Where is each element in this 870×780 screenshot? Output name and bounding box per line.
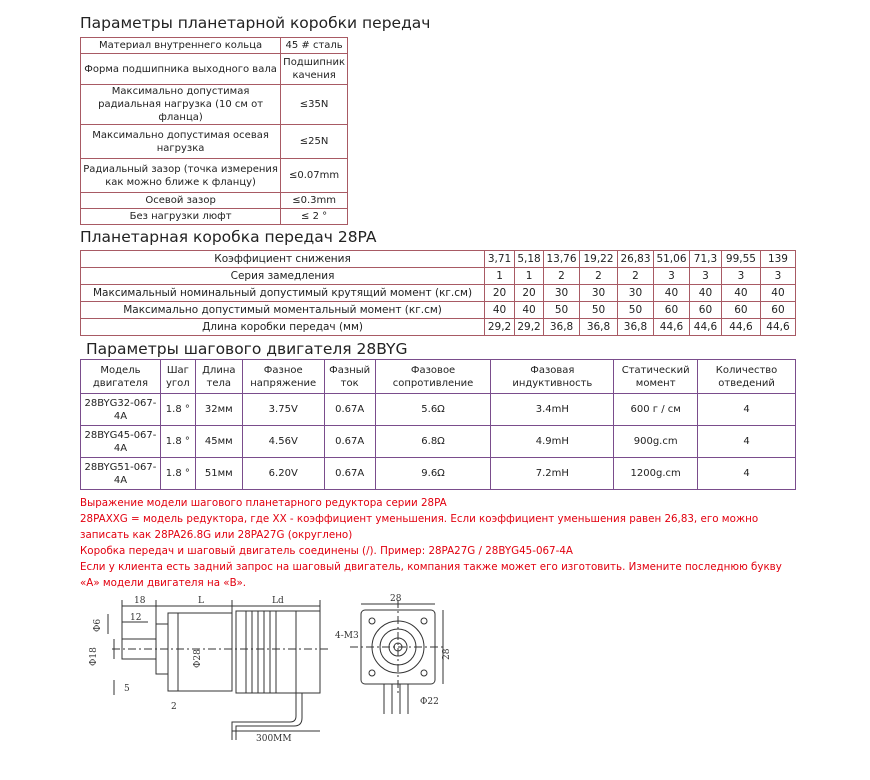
dimension-drawing [0, 590, 870, 780]
table-row [81, 458, 796, 490]
dim-5: 5 [124, 684, 130, 694]
spec-value: 2 [544, 268, 580, 285]
table-row [81, 85, 348, 125]
spec-value: 40 [760, 285, 795, 302]
table-header-row [81, 360, 796, 394]
spec-label: Коэффициент снижения [81, 251, 485, 268]
motor-spec: 51мм [195, 458, 242, 490]
motor-spec: 6.8Ω [375, 426, 491, 458]
spec-label: Максимально допустимый моментальный момент (кг.см) [81, 302, 485, 319]
dim-Ld: Ld [272, 596, 284, 606]
spec-value: 60 [653, 302, 689, 319]
spec-value: 44,6 [653, 319, 689, 336]
spec-value: 3 [721, 268, 760, 285]
param-label: Осевой зазор [81, 193, 281, 209]
table-row [81, 159, 348, 193]
spec-value: 1 [515, 268, 544, 285]
spec-value: 36,8 [544, 319, 580, 336]
dim-300mm: 300MM [256, 734, 292, 744]
spec-value: 71,3 [689, 251, 721, 268]
table-row [81, 38, 348, 54]
motor-spec: 9.6Ω [375, 458, 491, 490]
dim-12: 12 [130, 613, 142, 623]
param-value: Подшипник качения [281, 54, 348, 85]
gearbox-params-table [80, 37, 348, 225]
spec-value: 19,22 [580, 251, 618, 268]
motor-spec: 4 [698, 426, 796, 458]
table-row [81, 251, 796, 268]
spec-value: 36,8 [618, 319, 654, 336]
param-value: ≤25N [281, 125, 348, 159]
motor-spec: 900g.cm [614, 426, 698, 458]
dim-4-m3: 4-M3 [335, 631, 359, 641]
spec-value: 40 [653, 285, 689, 302]
motor-spec: 0.67A [324, 426, 375, 458]
motor-spec: 3.75V [242, 394, 324, 426]
dim-18: 18 [134, 596, 146, 606]
column-header: Шаг угол [160, 360, 195, 394]
column-header: Фазовая индуктивность [491, 360, 614, 394]
spec-value: 40 [485, 302, 515, 319]
motor-model: 28BYG32-067-4A [81, 394, 161, 426]
spec-value: 50 [544, 302, 580, 319]
motor-body [236, 611, 320, 693]
spec-value: 3 [653, 268, 689, 285]
motor-spec: 4 [698, 394, 796, 426]
note-connection-example: Коробка передач и шаговый двигатель соединены (/). Пример: 28PA27G / 28BYG45-067-4A [80, 545, 573, 557]
spec-value: 44,6 [721, 319, 760, 336]
spec-value: 60 [721, 302, 760, 319]
motor-spec: 600 г / см [614, 394, 698, 426]
spec-label: Серия замедления [81, 268, 485, 285]
spec-value: 51,06 [653, 251, 689, 268]
spec-value: 40 [689, 285, 721, 302]
spec-value: 99,55 [721, 251, 760, 268]
dim-phi28: Φ28 [193, 649, 203, 668]
motor-model: 28BYG51-067-4A [81, 458, 161, 490]
spec-value: 30 [544, 285, 580, 302]
gearbox-28pa-title: Планетарная коробка передач 28PA [80, 228, 377, 246]
spec-value: 36,8 [580, 319, 618, 336]
table-row [81, 193, 348, 209]
param-label: Максимально допустимая радиальная нагрузка (10 см от фланца) [81, 85, 281, 125]
gearbox-28pa-table [80, 250, 796, 336]
motor-spec: 4 [698, 458, 796, 490]
motor-spec: 1.8 ° [160, 458, 195, 490]
spec-value: 44,6 [760, 319, 795, 336]
spec-value: 26,83 [618, 251, 654, 268]
spec-value: 5,18 [515, 251, 544, 268]
spec-value: 60 [689, 302, 721, 319]
note-rear-shaft: Если у клиента есть задний запрос на шаговый двигатель, компания также может его изготовить. Измените последнюю букву «A» модели двигателя на «B». [80, 561, 782, 589]
table-row [81, 125, 348, 159]
column-header: Длина тела [195, 360, 242, 394]
spec-value: 40 [721, 285, 760, 302]
note-model-expression: Выражение модели шагового планетарного редуктора серии 28PA [80, 497, 447, 509]
spec-value: 29,2 [485, 319, 515, 336]
gearbox-params-title: Параметры планетарной коробки передач [80, 14, 431, 32]
motor-spec: 4.56V [242, 426, 324, 458]
motor-spec: 3.4mH [491, 394, 614, 426]
param-value: ≤ 2 ° [281, 209, 348, 225]
motor-spec: 32мм [195, 394, 242, 426]
dim-phi18: Φ18 [89, 647, 99, 666]
param-label: Форма подшипника выходного вала [81, 54, 281, 85]
spec-value: 3 [760, 268, 795, 285]
motor-spec: 1200g.cm [614, 458, 698, 490]
column-header: Модель двигателя [81, 360, 161, 394]
dim-front-28-side: 28 [442, 648, 452, 660]
spec-value: 60 [760, 302, 795, 319]
param-value: ≤35N [281, 85, 348, 125]
spec-value: 3,71 [485, 251, 515, 268]
motor-spec: 6.20V [242, 458, 324, 490]
spec-label: Длина коробки передач (мм) [81, 319, 485, 336]
param-label: Радиальный зазор (точка измерения как можно ближе к фланцу) [81, 159, 281, 193]
spec-value: 20 [515, 285, 544, 302]
spec-value: 50 [580, 302, 618, 319]
stepper-table [80, 359, 796, 490]
motor-spec: 45мм [195, 426, 242, 458]
dim-phi22: Φ22 [420, 697, 439, 707]
spec-value: 20 [485, 285, 515, 302]
spec-value: 30 [618, 285, 654, 302]
spec-value: 2 [618, 268, 654, 285]
param-value: ≤0.07mm [281, 159, 348, 193]
motor-spec: 0.67A [324, 458, 375, 490]
dim-2: 2 [171, 702, 177, 712]
dim-L: L [198, 596, 204, 606]
motor-spec: 1.8 ° [160, 426, 195, 458]
column-header: Фазовое сопротивление [375, 360, 491, 394]
param-label: Максимально допустимая осевая нагрузка [81, 125, 281, 159]
spec-value: 40 [515, 302, 544, 319]
column-header: Количество отведений [698, 360, 796, 394]
dim-front-28-top: 28 [390, 594, 402, 604]
column-header: Фазный ток [324, 360, 375, 394]
column-header: Фазное напряжение [242, 360, 324, 394]
table-row [81, 302, 796, 319]
stepper-title: Параметры шагового двигателя 28BYG [86, 340, 408, 358]
table-row [81, 319, 796, 336]
dim-phi6: Φ6 [93, 618, 103, 632]
spec-value: 2 [580, 268, 618, 285]
spec-value: 1 [485, 268, 515, 285]
spec-label: Максимальный номинальный допустимый крутящий момент (кг.см) [81, 285, 485, 302]
spec-value: 13,76 [544, 251, 580, 268]
motor-spec: 1.8 ° [160, 394, 195, 426]
param-label: Материал внутреннего кольца [81, 38, 281, 54]
table-row [81, 285, 796, 302]
motor-spec: 5.6Ω [375, 394, 491, 426]
table-row [81, 54, 348, 85]
param-label: Без нагрузки люфт [81, 209, 281, 225]
motor-spec: 4.9mH [491, 426, 614, 458]
spec-value: 44,6 [689, 319, 721, 336]
spec-value: 50 [618, 302, 654, 319]
table-row [81, 209, 348, 225]
param-value: 45 # сталь [281, 38, 348, 54]
motor-spec: 0.67A [324, 394, 375, 426]
table-row [81, 268, 796, 285]
note-reduction-ratio: 28PAXXG = модель редуктора, где XX - коэффициент уменьшения. Если коэффициент уменьшения равен 26,83, его можно записать как 28PA26.8G или 28PA27G (округлено) [80, 513, 759, 541]
spec-value: 29,2 [515, 319, 544, 336]
motor-model: 28BYG45-067-4A [81, 426, 161, 458]
spec-value: 139 [760, 251, 795, 268]
param-value: ≤0.3mm [281, 193, 348, 209]
table-row [81, 394, 796, 426]
spec-value: 3 [689, 268, 721, 285]
spec-value: 30 [580, 285, 618, 302]
column-header: Статический момент [614, 360, 698, 394]
motor-spec: 7.2mH [491, 458, 614, 490]
table-row [81, 426, 796, 458]
